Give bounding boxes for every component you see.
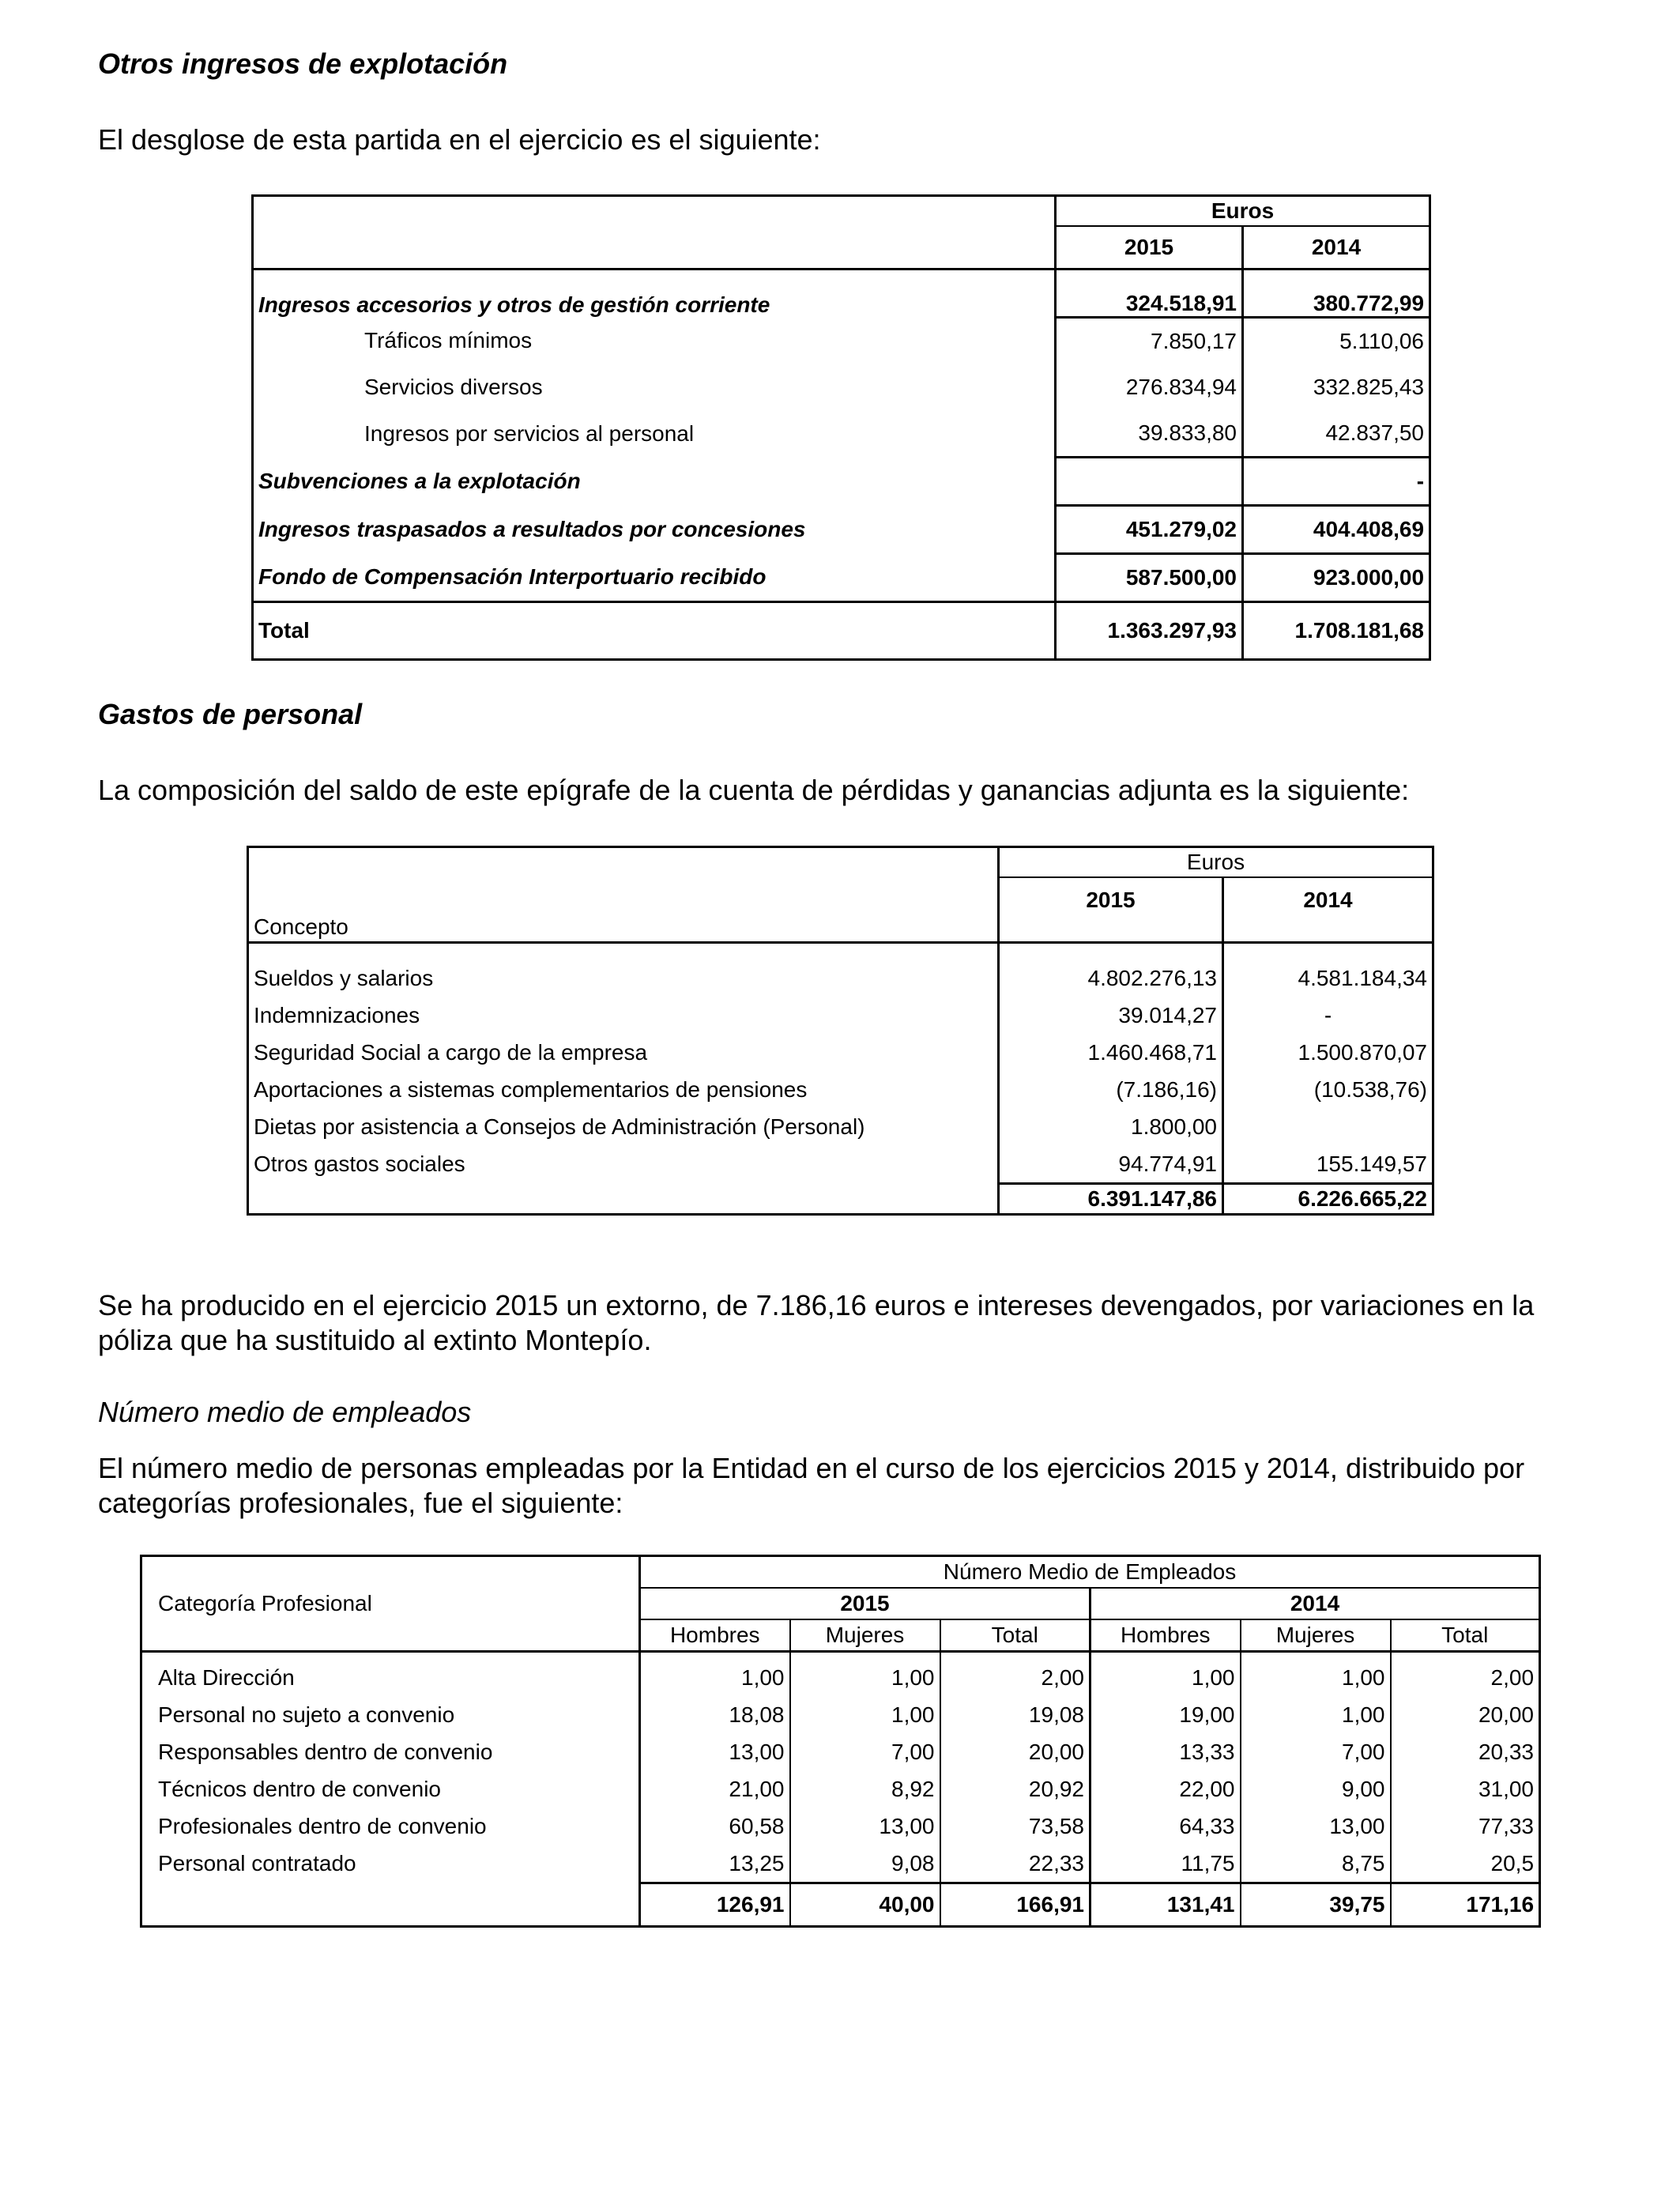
sub-header-hombres-2014: Hombres: [1090, 1619, 1241, 1652]
table-row: [253, 458, 1430, 506]
row-value-2015: (7.186,16): [999, 1071, 1223, 1108]
table-row: [248, 1071, 1433, 1108]
extorno-note: Se ha producido en el ejercicio 2015 un extorno, de 7.186,16 euros e intereses devengados, por variaciones en la póliza que ha sustituido al extinto Montepío.: [98, 1289, 1535, 1356]
cell: 13,00: [640, 1733, 790, 1770]
row-value-2015: 1.460.468,71: [999, 1034, 1223, 1071]
year-header-2014: 2014: [1090, 1588, 1540, 1619]
year-header-2015: 2015: [1056, 226, 1243, 270]
table-row: [253, 506, 1430, 554]
cell: 8,75: [1241, 1845, 1391, 1883]
row-value-2014: [1223, 1108, 1433, 1145]
sub-header-mujeres-2014: Mujeres: [1241, 1619, 1391, 1652]
cell: 2,00: [940, 1659, 1090, 1696]
total-label-blank: [141, 1883, 640, 1927]
currency-header: Euros: [1056, 196, 1430, 227]
cell: 60,58: [640, 1808, 790, 1845]
year-header-2014: 2014: [1243, 226, 1430, 270]
year-header-2015: 2015: [999, 877, 1223, 943]
cell: 20,33: [1391, 1733, 1540, 1770]
section-intro-gastos-personal: La composición del saldo de este epígrafe de la cuenta de pérdidas y ganancias adjunta es la siguiente:: [98, 774, 1410, 806]
row-value-2014: 380.772,99: [1243, 270, 1430, 318]
table-row: [141, 1659, 1540, 1696]
cell: 11,75: [1090, 1845, 1241, 1883]
numero-empleados-table: [140, 1555, 1541, 1928]
row-label: Personal no sujeto a convenio: [158, 1702, 455, 1727]
currency-header: Euros: [999, 847, 1433, 878]
row-value-2014: 1.500.870,07: [1223, 1034, 1433, 1071]
cell: 7,00: [790, 1733, 940, 1770]
row-value-2014: 404.408,69: [1243, 506, 1430, 554]
cell: 19,00: [1090, 1696, 1241, 1733]
row-label: Otros gastos sociales: [254, 1152, 465, 1177]
row-label: Servicios diversos: [364, 375, 543, 399]
sub-header-mujeres-2015: Mujeres: [790, 1619, 940, 1652]
cell: 20,00: [940, 1733, 1090, 1770]
category-header: Categoría Profesional: [141, 1556, 640, 1652]
cell: 20,92: [940, 1770, 1090, 1808]
cell: 13,25: [640, 1845, 790, 1883]
cell: 19,08: [940, 1696, 1090, 1733]
cell: 20,5: [1391, 1845, 1540, 1883]
total-cell: 126,91: [640, 1883, 790, 1927]
row-label: Subvenciones a la explotación: [258, 469, 581, 493]
section-intro-otros-ingresos: El desglose de esta partida en el ejercicio es el siguiente:: [98, 123, 821, 156]
row-label: Sueldos y salarios: [254, 965, 434, 990]
table-header-blank: [253, 196, 1056, 270]
row-label: Ingresos accesorios y otros de gestión corriente: [258, 292, 770, 317]
row-value-2015: 324.518,91: [1056, 270, 1243, 318]
row-value-2014: 5.110,06: [1243, 318, 1430, 365]
sub-header-total-2014: Total: [1391, 1619, 1540, 1652]
cell: 2,00: [1391, 1659, 1540, 1696]
row-label: Dietas por asistencia a Consejos de Administración (Personal): [254, 1114, 865, 1139]
row-value-2015: 4.802.276,13: [999, 959, 1223, 997]
table-row: [248, 1034, 1433, 1071]
total-row: [248, 1184, 1433, 1215]
table-row: [141, 1845, 1540, 1883]
row-value-2014: 42.837,50: [1243, 410, 1430, 458]
total-value-2014: 1.708.181,68: [1243, 602, 1430, 660]
group-header: Número Medio de Empleados: [640, 1556, 1540, 1589]
cell: 8,92: [790, 1770, 940, 1808]
sub-header-total-2015: Total: [940, 1619, 1090, 1652]
row-label: Responsables dentro de convenio: [158, 1739, 493, 1764]
otros-ingresos-table: [251, 194, 1431, 661]
row-label: Tráficos mínimos: [364, 328, 533, 353]
total-value-2015: 6.391.147,86: [999, 1184, 1223, 1215]
row-value-2015: 1.800,00: [999, 1108, 1223, 1145]
row-value-2014: -: [1223, 997, 1433, 1034]
table-row: [248, 959, 1433, 997]
cell: 13,00: [1241, 1808, 1391, 1845]
row-label: Seguridad Social a cargo de la empresa: [254, 1039, 648, 1065]
table-row: [141, 1808, 1540, 1845]
total-value-2014: 6.226.665,22: [1223, 1184, 1433, 1215]
row-label: Aportaciones a sistemas complementarios de pensiones: [254, 1076, 808, 1102]
cell: 1,00: [1241, 1696, 1391, 1733]
section-title-gastos-personal: Gastos de personal: [98, 698, 363, 730]
table-row: [253, 318, 1430, 365]
table-row: [248, 1108, 1433, 1145]
row-value-2014: (10.538,76): [1223, 1071, 1433, 1108]
row-value-2015: 276.834,94: [1056, 364, 1243, 410]
table-row: [248, 1145, 1433, 1184]
year-header-2014: 2014: [1223, 877, 1433, 943]
concept-header: Concepto: [248, 847, 999, 943]
table-row: [253, 554, 1430, 602]
row-label: Personal contratado: [158, 1851, 356, 1876]
row-value-2015: 587.500,00: [1056, 554, 1243, 602]
row-value-2014: 155.149,57: [1223, 1145, 1433, 1184]
row-value-2015: 451.279,02: [1056, 506, 1243, 554]
total-label: Total: [258, 618, 310, 643]
total-row: [141, 1883, 1540, 1927]
row-label: Ingresos por servicios al personal: [364, 420, 695, 446]
total-cell: 166,91: [940, 1883, 1090, 1927]
table-row: [248, 997, 1433, 1034]
cell: 13,33: [1090, 1733, 1241, 1770]
row-value-2015: [1056, 458, 1243, 506]
row-label: Profesionales dentro de convenio: [158, 1813, 487, 1838]
cell: 20,00: [1391, 1696, 1540, 1733]
row-label: Indemnizaciones: [254, 1002, 420, 1027]
table-row: [253, 364, 1430, 410]
table-row: [253, 410, 1430, 458]
cell: 18,08: [640, 1696, 790, 1733]
table-row: [141, 1770, 1540, 1808]
cell: 22,00: [1090, 1770, 1241, 1808]
section-title-otros-ingresos: Otros ingresos de explotación: [98, 47, 508, 80]
total-value-2015: 1.363.297,93: [1056, 602, 1243, 660]
cell: 1,00: [1090, 1659, 1241, 1696]
cell: 9,08: [790, 1845, 940, 1883]
cell: 7,00: [1241, 1733, 1391, 1770]
cell: 1,00: [640, 1659, 790, 1696]
row-value-2015: 39.833,80: [1056, 410, 1243, 458]
row-value-2015: 94.774,91: [999, 1145, 1223, 1184]
table-row: [141, 1696, 1540, 1733]
section-intro-numero-empleados: El número medio de personas empleadas por la Entidad en el curso de los ejercicios 2015 y 2014, distribuido por categorías profesionales, fue el siguiente:: [98, 1452, 1525, 1519]
row-value-2014: 923.000,00: [1243, 554, 1430, 602]
sub-header-hombres-2015: Hombres: [640, 1619, 790, 1652]
total-label-blank: [248, 1184, 999, 1215]
row-value-2015: 7.850,17: [1056, 318, 1243, 365]
row-value-2014: 4.581.184,34: [1223, 959, 1433, 997]
cell: 13,00: [790, 1808, 940, 1845]
row-label: Ingresos traspasados a resultados por concesiones: [258, 517, 806, 541]
cell: 21,00: [640, 1770, 790, 1808]
cell: 22,33: [940, 1845, 1090, 1883]
total-cell: 40,00: [790, 1883, 940, 1927]
table-row: [141, 1733, 1540, 1770]
cell: 31,00: [1391, 1770, 1540, 1808]
total-cell: 39,75: [1241, 1883, 1391, 1927]
cell: 1,00: [790, 1696, 940, 1733]
cell: 73,58: [940, 1808, 1090, 1845]
cell: 64,33: [1090, 1808, 1241, 1845]
year-header-2015: 2015: [640, 1588, 1090, 1619]
total-cell: 131,41: [1090, 1883, 1241, 1927]
gastos-personal-table: [247, 846, 1434, 1216]
row-label: Técnicos dentro de convenio: [158, 1776, 441, 1801]
cell: 1,00: [790, 1659, 940, 1696]
row-label: Alta Dirección: [158, 1664, 295, 1690]
row-value-2015: 39.014,27: [999, 997, 1223, 1034]
section-title-numero-empleados: Número medio de empleados: [98, 1396, 472, 1428]
cell: 9,00: [1241, 1770, 1391, 1808]
table-row: [253, 270, 1430, 318]
total-row: [253, 602, 1430, 660]
row-label: Fondo de Compensación Interportuario recibido: [253, 554, 1056, 602]
cell: 77,33: [1391, 1808, 1540, 1845]
row-value-2014: -: [1243, 458, 1430, 506]
cell: 1,00: [1241, 1659, 1391, 1696]
row-value-2014: 332.825,43: [1243, 364, 1430, 410]
total-cell: 171,16: [1391, 1883, 1540, 1927]
